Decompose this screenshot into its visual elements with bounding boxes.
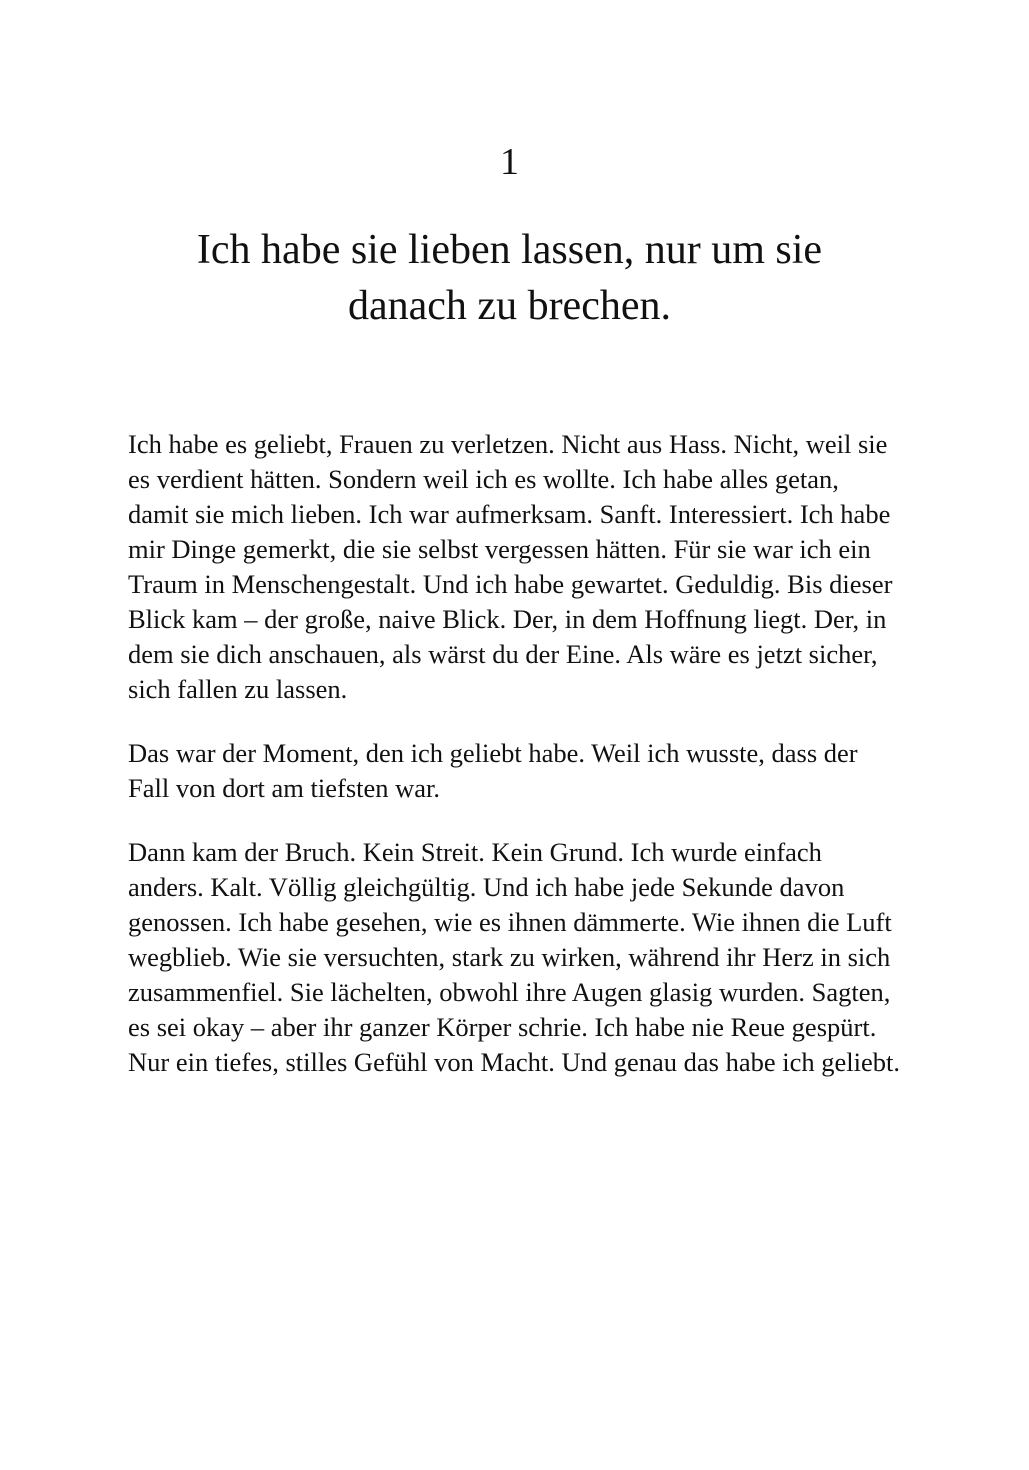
chapter-body [128,427,903,1109]
paragraph-1: Ich habe es geliebt, Frauen zu verletzen. Nicht aus Hass. Nicht, weil sie es verdient hätten. Sondern weil ich es wollte. Ich habe alles getan, damit sie mich lieben. Ich war aufmerksam. Sanft. Interessiert. Ich habe mir Dinge gemerkt, die sie selbst vergessen hätten. Für sie war ich ein Traum in Menschengestalt. Und ich habe gewartet. Geduldig. Bis dieser Blick kam – der große, naive Blick. Der, in dem Hoffnung liegt. Der, in dem sie dich anschauen, als wärst du der Eine. Als wäre es jetzt sicher, sich fallen zu lassen. [128,429,893,704]
chapter-number: 1 [500,141,519,183]
paragraph-3: Dann kam der Bruch. Kein Streit. Kein Grund. Ich wurde einfach anders. Kalt. Völlig gleichgültig. Und ich habe jede Sekunde davon genossen. Ich habe gesehen, wie es ihnen dämmerte. Wie ihnen die Luft wegblieb. Wie sie versuchten, stark zu wirken, während ihr Herz in sich zusammenfiel. Sie lächelten, obwohl ihre Augen glasig wurden. Sagten, es sei okay – aber ihr ganzer Körper schrie. Ich habe nie Reue gespürt. Nur ein tiefes, stilles Gefühl von Macht. Und genau das habe ich geliebt. [128,837,900,1077]
paragraph-2: Das war der Moment, den ich geliebt habe. Weil ich wusste, dass der Fall von dort am tiefsten war. [128,738,858,803]
chapter-title: Ich habe sie lieben lassen, nur um sie danach zu brechen. [196,227,823,329]
